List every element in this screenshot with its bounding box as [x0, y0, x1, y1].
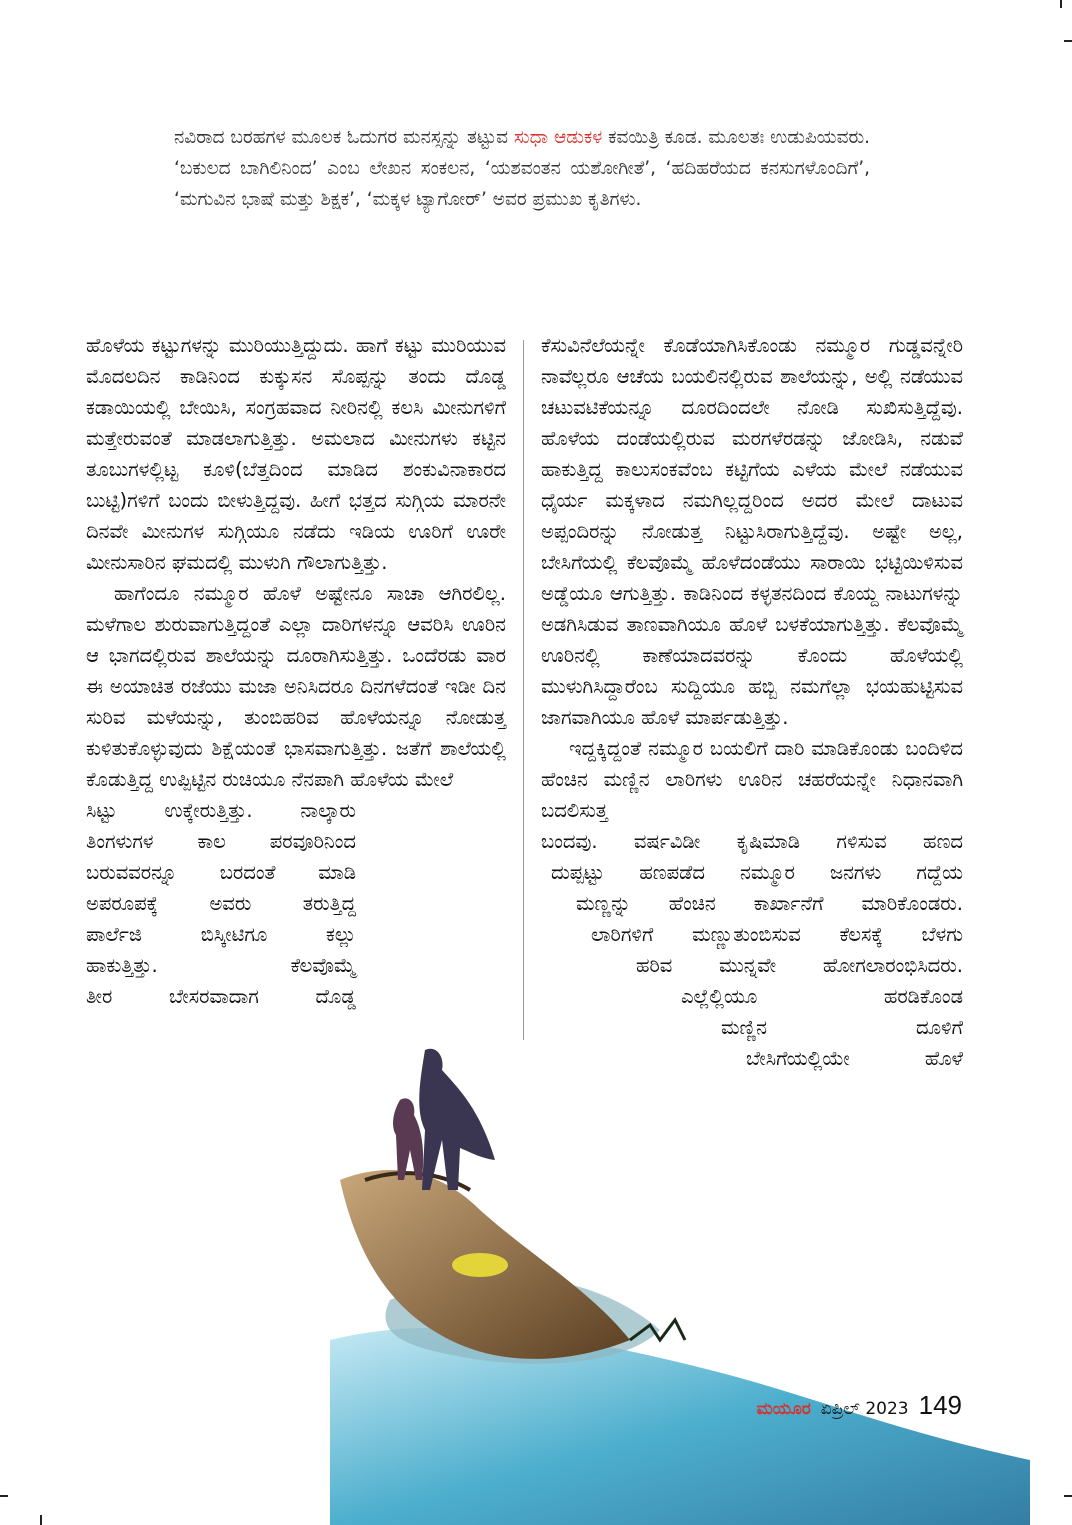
riverbank-illustration [330, 1040, 1030, 1525]
crop-mark [1060, 0, 1062, 8]
text-line: ಲಾರಿಗಳಿಗೆ ಮಣ್ಣುತುಂಬಿಸುವ ಕೆಲಸಕ್ಕೆ ಬೆಳಗು [591, 923, 963, 946]
author-bio [174, 122, 870, 215]
text-line: ಬಂದವು. ವರ್ಷವಿಡೀ ಕೃಷಿಮಾಡಿ ಗಳಿಸುವ ಹಣದ [541, 830, 963, 853]
paragraph: ಹಾಗೆಂದೂ ನಮ್ಮೂರ ಹೊಳೆ ಅಷ್ಟೇನೂ ಸಾಚಾ ಆಗಿರಲಿಲ್ಲ. ಮಳೆಗಾಲ ಶುರುವಾಗುತ್ತಿದ್ದಂತೆ ಎಲ್ಲಾ ದಾರಿಗಳನ್ನೂ ಆವರಿಸಿ ಊರಿನ ಆ ಭಾಗದಲ್ಲಿರುವ ಶಾಲೆಯನ್ನು ದೂರಾಗಿಸುತ್ತಿತ್ತು. ಒಂದೆರಡು ವಾರ ಈ ಅಯಾಚಿತ ರಜೆಯು ಮಜಾ ಅನಿಸಿದರೂ ದಿನಗಳೆದಂತೆ ಇಡೀ ದಿನ ಸುರಿವ ಮಳೆಯನ್ನು, ತುಂಬಿಹರಿವ ಹೊಳೆಯನ್ನೂ ನೋಡುತ್ತ ಕುಳಿತುಕೊಳ್ಳುವುದು ಶಿಕ್ಷೆಯಂತೆ ಭಾಸವಾಗುತ್ತಿತ್ತು. ಜತೆಗೆ ಶಾಲೆಯಲ್ಲಿ ಕೊಡುತ್ತಿದ್ದ ಉಪ್ಪಿಟ್ಟಿನ ರುಚಿಯೂ ನೆನಪಾಗಿ ಹೊಳೆಯ ಮೇಲೆ [86, 582, 506, 791]
wrapped-text-block [86, 795, 356, 1012]
wrapped-text-block [541, 826, 963, 1074]
author-name: ಸುಧಾ ಆಡುಕಳ [513, 127, 603, 148]
text-line: ಅಪರೂಪಕ್ಕೆ ಅವರು ತರುತ್ತಿದ್ದ [86, 892, 356, 915]
text-line: ಮಣ್ಣನ್ನು ಹೆಂಚಿನ ಕಾರ್ಖಾನೆಗೆ ಮಾರಿಕೊಂಡರು. [576, 892, 963, 915]
text-line: ತಿಂಗಳುಗಳ ಕಾಲ ಪರವೂರಿನಿಂದ [86, 830, 356, 853]
text-line: ಬೇಸಿಗೆಯಲ್ಲಿಯೇ ಹೊಳೆ [746, 1047, 963, 1070]
text-line: ಬರುವವರನ್ನೂ ಬರದಂತೆ ಮಾಡಿ [86, 861, 356, 884]
paragraph: ಇದ್ದಕ್ಕಿದ್ದಂತೆ ನಮ್ಮೂರ ಬಯಲಿಗೆ ದಾರಿ ಮಾಡಿಕೊಂಡು ಬಂದಿಳಿದ ಹೆಂಚಿನ ಮಣ್ಣಿನ ಲಾರಿಗಳು ಊರಿನ ಚಹರೆಯನ್ನೇ ನಿಧಾನವಾಗಿ ಬದಲಿಸುತ್ತ [541, 737, 963, 822]
magazine-name: ಮಯೂರ [756, 1399, 811, 1419]
bio-text-before: ನವಿರಾದ ಬರಹಗಳ ಮೂಲಕ ಓದುಗರ ಮನಸ್ಸನ್ನು ತಟ್ಟುವ [174, 127, 514, 148]
paragraph: ಹೊಳೆಯ ಕಟ್ಟುಗಳನ್ನು ಮುರಿಯುತ್ತಿದ್ದುದು. ಹಾಗೆ ಕಟ್ಟು ಮುರಿಯುವ ಮೊದಲದಿನ ಕಾಡಿನಿಂದ ಕುಕ್ಕುಸನ ಸೊಪ್ಪನ್ನು ತಂದು ದೊಡ್ಡ ಕಡಾಯಿಯಲ್ಲಿ ಬೇಯಿಸಿ, ಸಂಗ್ರಹವಾದ ನೀರಿನಲ್ಲಿ ಕಲಸಿ ಮೀನುಗಳಿಗೆ ಮತ್ತೇರುವಂತೆ ಮಾಡಲಾಗುತ್ತಿತ್ತು. ಅಮಲಾದ ಮೀನುಗಳು ಕಟ್ಟಿನ ತೂಬುಗಳಲ್ಲಿಟ್ಟ ಕೂಳಿ(ಬೆತ್ತದಿಂದ ಮಾಡಿದ ಶಂಕುವಿನಾಕಾರದ ಬುಟ್ಟಿ)ಗಳಿಗೆ ಬಂದು ಬೀಳುತ್ತಿದ್ದವು. ಹೀಗೆ ಭತ್ತದ ಸುಗ್ಗಿಯ ಮಾರನೇ ದಿನವೇ ಮೀನುಗಳ ಸುಗ್ಗಿಯೂ ನಡೆದು ಇಡಿಯ ಊರಿಗೆ ಊರೇ ಮೀನುಸಾರಿನ ಘಮದಲ್ಲಿ ಮುಳುಗಿ ಗೌಲಾಗುತ್ತಿತ್ತು. [86, 334, 506, 574]
issue-date: ಏಪ್ರಿಲ್ 2023 [820, 1399, 909, 1419]
article-column-right [541, 330, 963, 1074]
page-footer [757, 1390, 962, 1421]
text-line: ಹಾಕುತ್ತಿತ್ತು. ಕೆಲವೊಮ್ಮೆ [86, 954, 356, 977]
paragraph: ಕೆಸುವಿನೆಲೆಯನ್ನೇ ಕೊಡೆಯಾಗಿಸಿಕೊಂಡು ನಮ್ಮೂರ ಗುಡ್ಡವನ್ನೇರಿ ನಾವೆಲ್ಲರೂ ಆಚೆಯ ಬಯಲಿನಲ್ಲಿರುವ ಶಾಲೆಯನ್ನು, ಅಲ್ಲಿ ನಡೆಯುವ ಚಟುವಟಿಕೆಯನ್ನೂ ದೂರದಿಂದಲೇ ನೋಡಿ ಸುಖಿಸುತ್ತಿದ್ದೆವು. ಹೊಳೆಯ ದಂಡೆಯಲ್ಲಿರುವ ಮರಗಳೆರಡನ್ನು ಜೋಡಿಸಿ, ನಡುವೆ ಹಾಕುತ್ತಿದ್ದ ಕಾಲುಸಂಕವೆಂಬ ಕಟ್ಟಿಗೆಯ ಎಳೆಯ ಮೇಲೆ ನಡೆಯುವ ಧೈರ್ಯ ಮಕ್ಕಳಾದ ನಮಗಿಲ್ಲದ್ದರಿಂದ ಅದರ ಮೇಲೆ ದಾಟುವ ಅಪ್ಪಂದಿರನ್ನು ನೋಡುತ್ತ ನಿಟ್ಟುಸಿರಾಗುತ್ತಿದ್ದೆವು. ಅಷ್ಟೇ ಅಲ್ಲ, ಬೇಸಿಗೆಯಲ್ಲಿ ಕೆಲವೊಮ್ಮೆ ಹೊಳೆದಂಡೆಯು ಸಾರಾಯಿ ಭಟ್ಟಿಯಿಳಿಸುವ ಅಡ್ಡೆಯೂ ಆಗುತ್ತಿತ್ತು. ಕಾಡಿನಿಂದ ಕಳ್ಳತನದಿಂದ ಕೊಯ್ದ ನಾಟುಗಳನ್ನು ಅಡಗಿಸಿಡುವ ತಾಣವಾಗಿಯೂ ಹೊಳೆ ಬಳಕೆಯಾಗುತ್ತಿತ್ತು. ಕೆಲವೊಮ್ಮೆ ಊರಿನಲ್ಲಿ ಕಾಣೆಯಾದವರನ್ನು ಕೊಂದು ಹೊಳೆಯಲ್ಲಿ ಮುಳುಗಿಸಿದ್ದಾರೆಂಬ ಸುದ್ದಿಯೂ ಹಬ್ಬಿ ನಮಗೆಲ್ಲಾ ಭಯಹುಟ್ಟಿಸುವ ಜಾಗವಾಗಿಯೂ ಹೊಳೆ ಮಾರ್ಪಡುತ್ತಿತ್ತು. [541, 334, 963, 729]
text-line: ಹರಿವ ಮುನ್ನವೇ ಹೋಗಲಾರಂಭಿಸಿದರು. [636, 954, 963, 977]
text-line: ಸಿಟ್ಟು ಉಕ್ಕೇರುತ್ತಿತ್ತು. ನಾಲ್ಕಾರು [86, 799, 356, 822]
text-line: ಎಲ್ಲೆಲ್ಲಿಯೂ ಹರಡಿಕೊಂಡ [681, 985, 963, 1008]
column-divider [523, 340, 524, 1040]
crop-mark [40, 1515, 42, 1525]
bio-text-after: ಕವಯಿತ್ರಿ ಕೂಡ. ಮೂಲತಃ ಉಡುಪಿಯವರು. ‘ಬಕುಲದ ಬಾಗಿಲಿನಿಂದ’ ಎಂಬ ಲೇಖನ ಸಂಕಲನ, ‘ಯಶವಂತನ ಯಶೋಗೀತೆ’, ‘ಹದಿಹರೆಯದ ಕನಸುಗಳೊಂದಿಗೆ’, ‘ಮಗುವಿನ ಭಾಷೆ ಮತ್ತು ಶಿಕ್ಷಕ’, ‘ಮಕ್ಕಳ ಟ್ಯಾಗೋರ್’ ಅವರ ಪ್ರಮುಖ ಕೃತಿಗಳು. [174, 127, 870, 210]
crop-mark [1064, 1495, 1072, 1497]
text-line: ತೀರ ಬೇಸರವಾದಾಗ ದೊಡ್ಡ [86, 985, 356, 1008]
article-column-left [86, 330, 506, 1012]
text-line: ದುಪ್ಪಟ್ಟು ಹಣಪಡೆದ ನಮ್ಮೂರ ಜನಗಳು ಗದ್ದೆಯ [551, 861, 963, 884]
crop-mark [0, 1495, 8, 1497]
text-line: ಪಾರ್ಲೆಜಿ ಬಿಸ್ಕೀಟಿಗೂ ಕಲ್ಲು [86, 923, 356, 946]
crop-mark [1064, 40, 1072, 42]
page-number: 149 [918, 1390, 962, 1420]
text-line: ಮಣ್ಣಿನ ದೂಳಿಗೆ [721, 1016, 963, 1039]
